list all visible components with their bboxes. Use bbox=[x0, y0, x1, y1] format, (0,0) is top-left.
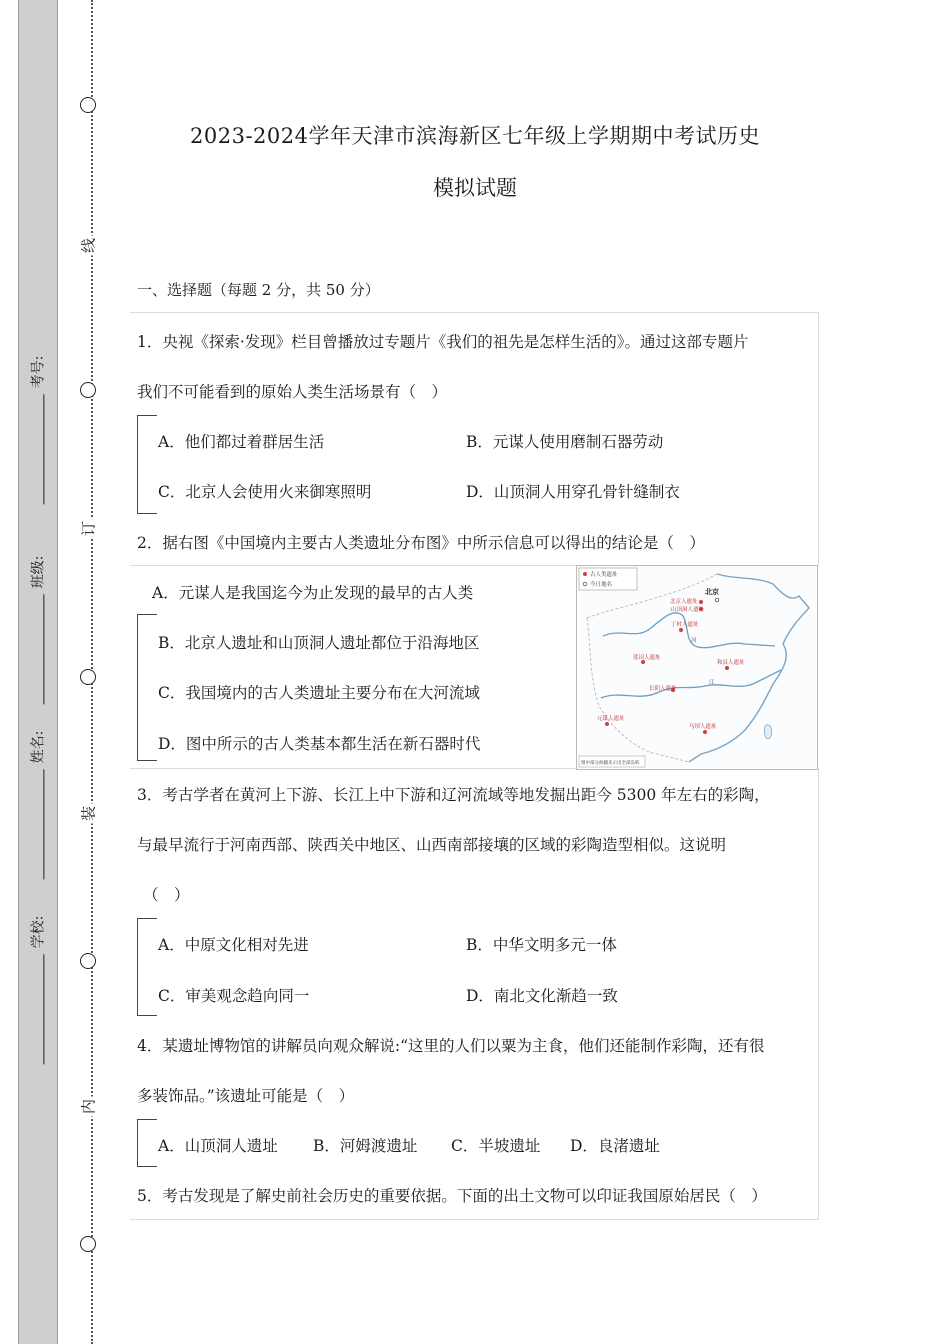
map-label-beijing: 北京 bbox=[705, 588, 719, 596]
legend-place-label: 今日地名 bbox=[590, 582, 613, 588]
map-label-site: 马坝人遗址 bbox=[689, 724, 717, 730]
map-label-site: 山顶洞人遗址 bbox=[671, 607, 705, 613]
question-1-line-1: 1．央视《探索·发现》栏目曾播放过专题片《我们的祖先是怎样生活的》。通过这部专题片 bbox=[137, 333, 749, 351]
map-label-site: 丁村人遗址 bbox=[671, 622, 699, 628]
cut-char: 装 bbox=[78, 804, 99, 824]
map-footer-note: 图中部分海疆未示出全部岛屿 bbox=[581, 761, 640, 766]
legend-site-icon bbox=[583, 572, 587, 576]
page-subtitle: 模拟试题 bbox=[433, 176, 517, 200]
question-3-line-1: 3．考古学者在黄河上下游、长江上中下游和辽河流域等地发掘出距今 5300 年左右的彩陶， bbox=[137, 786, 770, 804]
question-3-option-a[interactable]: A．中原文化相对先进 bbox=[158, 936, 309, 954]
question-3-option-c[interactable]: C．审美观念趋向同一 bbox=[158, 987, 310, 1005]
site-icon bbox=[703, 730, 707, 734]
site-icon bbox=[605, 722, 609, 726]
map-graphic bbox=[577, 566, 817, 769]
cut-char: 内 bbox=[78, 1097, 99, 1117]
map-label-site: 元谋人遗址 bbox=[597, 716, 625, 722]
binding-hole bbox=[80, 97, 96, 113]
option-bracket bbox=[137, 614, 157, 761]
question-4-line-2: 多装饰品。”该遗址可能是（ ） bbox=[137, 1087, 355, 1105]
field-label: 考号: bbox=[30, 355, 46, 389]
section-heading: 一、选择题（每题 2 分，共 50 分） bbox=[137, 281, 380, 299]
question-4-option-b[interactable]: B．河姆渡遗址 bbox=[313, 1137, 418, 1155]
cut-char: 订 bbox=[78, 519, 99, 539]
map-label-river: 江 bbox=[709, 680, 715, 686]
exam-number-field[interactable] bbox=[15, 355, 59, 460]
binding-hole bbox=[80, 1236, 96, 1252]
question-3-option-d[interactable]: D．南北文化渐趋一致 bbox=[466, 987, 618, 1005]
field-underline bbox=[31, 954, 44, 1064]
option-bracket bbox=[137, 1119, 157, 1167]
question-1-option-d[interactable]: D．山顶洞人用穿孔骨针缝制衣 bbox=[466, 483, 680, 501]
question-1-line-2: 我们不可能看到的原始人类生活场景有（ ） bbox=[137, 383, 448, 401]
question-3-option-b[interactable]: B．中华文明多元一体 bbox=[466, 936, 617, 954]
question-2-option-d[interactable]: D．图中所示的古人类基本都生活在新石器时代 bbox=[158, 735, 481, 753]
ancient-sites-map bbox=[576, 565, 818, 770]
field-underline bbox=[31, 594, 44, 704]
map-label-site: 蓝田人遗址 bbox=[633, 655, 661, 661]
question-4-option-a[interactable]: A．山顶洞人遗址 bbox=[158, 1137, 278, 1155]
field-label: 班级: bbox=[30, 555, 46, 589]
field-label: 学校: bbox=[30, 915, 46, 949]
question-1-option-b[interactable]: B．元谋人使用磨制石器劳动 bbox=[466, 433, 664, 451]
binding-hole bbox=[80, 669, 96, 685]
site-icon bbox=[699, 600, 703, 604]
taiwan-island bbox=[765, 725, 772, 739]
question-3-line-2: 与最早流行于河南西部、陕西关中地区、山西南部接壤的区域的彩陶造型相似。这说明 bbox=[137, 836, 727, 854]
site-icon bbox=[679, 628, 683, 632]
site-icon bbox=[725, 666, 729, 670]
legend-site-label: 古人类遗址 bbox=[590, 572, 618, 578]
binding-hole bbox=[80, 382, 96, 398]
school-field[interactable] bbox=[15, 915, 59, 1020]
question-1-option-a[interactable]: A．他们都过着群居生活 bbox=[158, 433, 325, 451]
question-4-option-d[interactable]: D．良渚遗址 bbox=[570, 1137, 660, 1155]
name-field[interactable] bbox=[15, 730, 59, 835]
question-3-line-3: （ ） bbox=[143, 886, 190, 904]
map-label-site: 北京人遗址 bbox=[670, 599, 698, 605]
question-4-line-1: 4．某遗址博物馆的讲解员向观众解说:“这里的人们以粟为主食，他们还能制作彩陶，还有很 bbox=[137, 1037, 765, 1055]
map-label-river: 河 bbox=[691, 638, 697, 644]
field-underline bbox=[31, 769, 44, 879]
yangtze-river bbox=[601, 670, 781, 698]
question-2-line-1: 2．据右图《中国境内主要古人类遗址分布图》中所示信息可以得出的结论是（ ） bbox=[137, 534, 705, 552]
field-label: 姓名: bbox=[30, 730, 46, 764]
question-2-option-a[interactable]: A．元谋人是我国迄今为止发现的最早的古人类 bbox=[152, 584, 474, 602]
map-label-site: 和县人遗址 bbox=[717, 660, 745, 666]
field-underline bbox=[31, 394, 44, 504]
place-beijing-icon bbox=[715, 598, 719, 602]
page-title: 2023-2024学年天津市滨海新区七年级上学期期中考试历史 bbox=[190, 124, 760, 148]
class-field[interactable] bbox=[15, 555, 59, 660]
binding-hole bbox=[80, 953, 96, 969]
cut-char: 线 bbox=[78, 236, 99, 256]
coastline bbox=[689, 574, 809, 762]
question-5-line-1: 5．考古发现是了解史前社会历史的重要依据。下面的出土文物可以印证我国原始居民（ ） bbox=[137, 1187, 767, 1205]
map-label-site: 长阳人遗址 bbox=[649, 686, 677, 692]
question-2-option-c[interactable]: C．我国境内的古人类遗址主要分布在大河流域 bbox=[158, 684, 480, 702]
question-2-option-b[interactable]: B．北京人遗址和山顶洞人遗址都位于沿海地区 bbox=[158, 634, 480, 652]
option-bracket bbox=[137, 918, 157, 1016]
question-4-option-c[interactable]: C．半坡遗址 bbox=[451, 1137, 541, 1155]
yellow-river bbox=[603, 613, 775, 648]
option-bracket bbox=[137, 415, 157, 514]
question-1-option-c[interactable]: C．北京人会使用火来御寒照明 bbox=[158, 483, 372, 501]
